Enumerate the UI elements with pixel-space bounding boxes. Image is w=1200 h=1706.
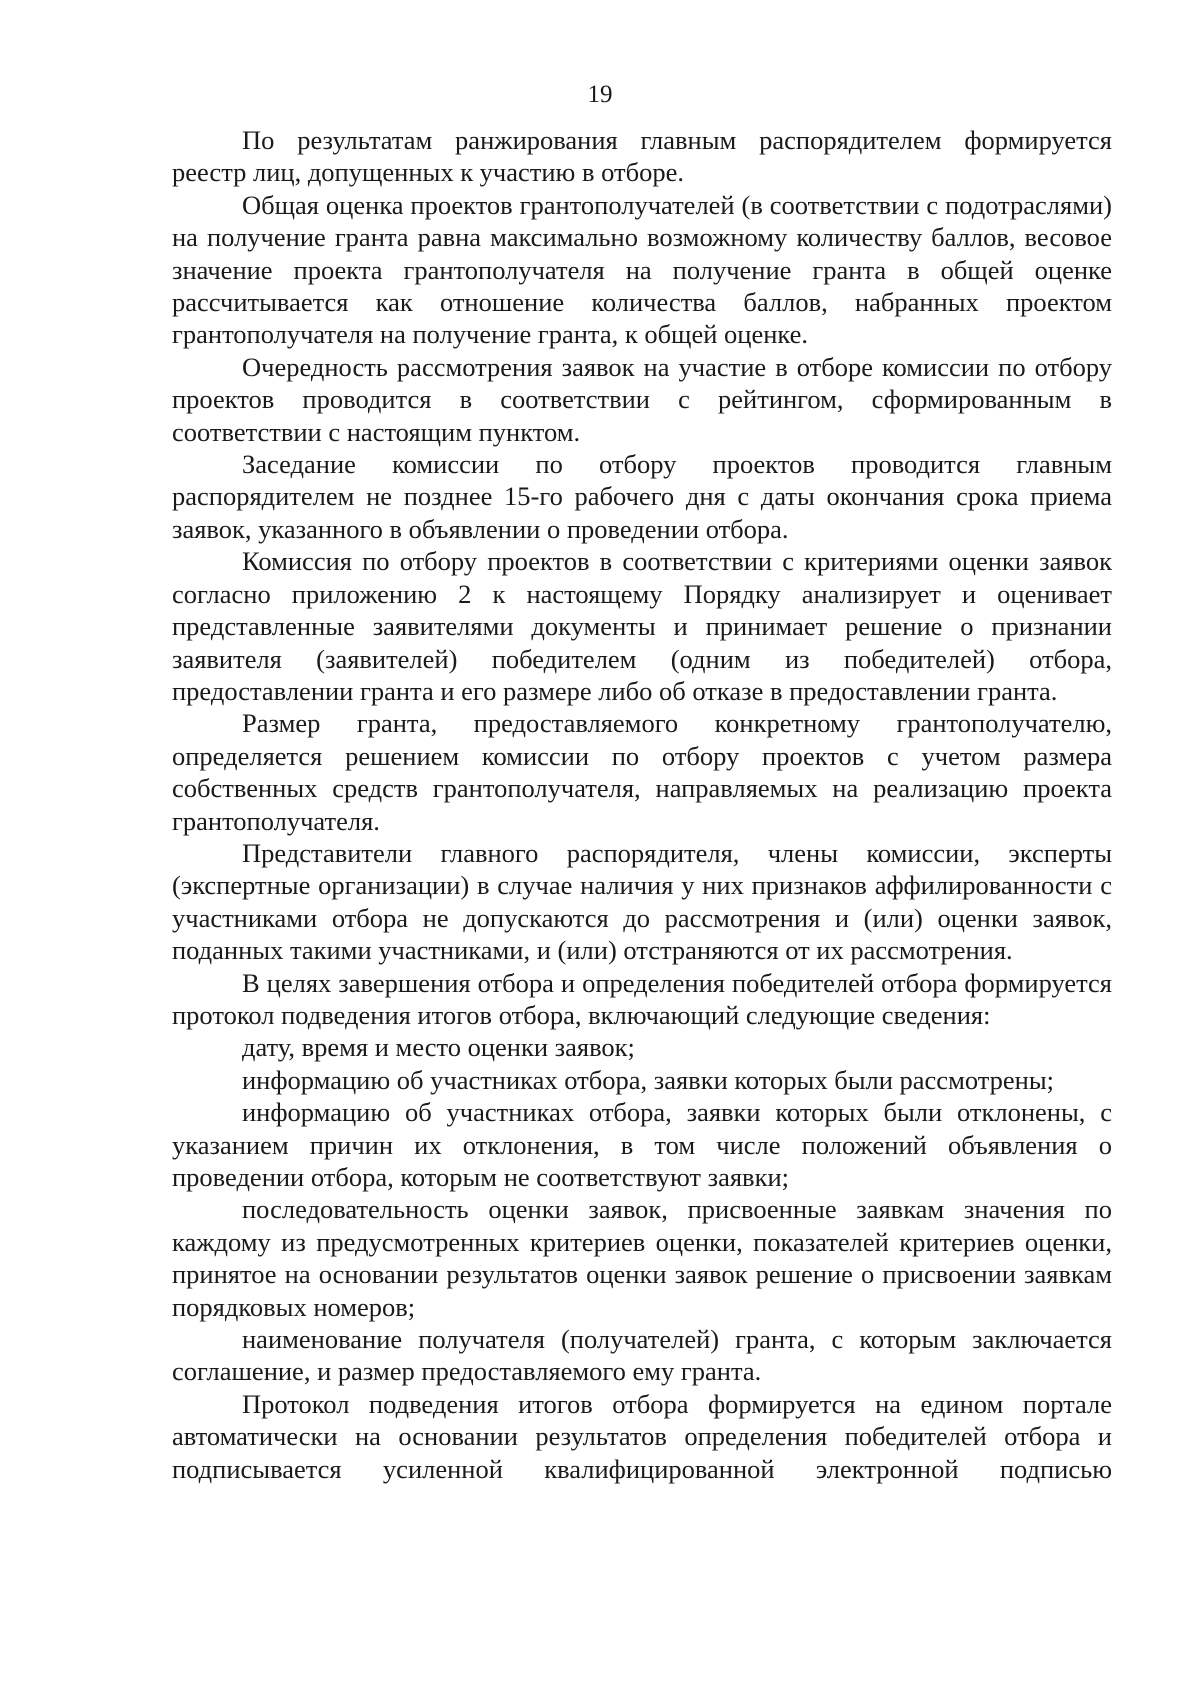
paragraph-grant-size: Размер гранта, предоставляемого конкретному грантополучателю, определяется решением комиссии по отбору проектов с учетом размера собственных средств грантополучателя, направляемых на реализацию проекта грантополучателя. <box>172 708 1112 836</box>
paragraph-protocol-intro: В целях завершения отбора и определения победителей отбора формируется протокол подведения итогов отбора, включающий следующие сведения: <box>172 967 1112 1030</box>
paragraph-affiliation: Представители главного распорядителя, члены комиссии, эксперты (экспертные организации) в случае наличия у них признаков аффилированности с участниками отбора не допускаются до рассмотрения и (или) оценки заявок, поданных такими участниками, и (или) отстраняются от их рассмотрения. <box>172 837 1112 966</box>
list-item-reviewed-applicants: информацию об участниках отбора, заявки которых были рассмотрены; <box>242 1064 1055 1095</box>
paragraph-commission-meeting: Заседание комиссии по отбору проектов проводится главным распорядителем не позднее 15-го рабочего дня с даты окончания срока приема заявок, указанного в объявлении о проведении отбора. <box>172 449 1112 544</box>
paragraph-commission-decision: Комиссия по отбору проектов в соответствии с критериями оценки заявок согласно приложению 2 к настоящему Порядку анализирует и оценивает представленные заявителями документы и принимает решение о признании заявителя (заявителей) победителем (одним из победителей) отбора, предоставлении гранта и его размере либо об отказе в предоставлении гранта. <box>172 546 1112 706</box>
list-item-grant-recipient: наименование получателя (получателей) гранта, с которым заключается соглашение, и размер предоставляемого ему гранта. <box>172 1324 1112 1387</box>
list-item-date-time-place: дату, время и место оценки заявок; <box>242 1032 635 1063</box>
list-item-evaluation-sequence: последовательность оценки заявок, присвоенные заявкам значения по каждому из предусмотренных критериев оценки, показателей критериев оценки, принятое на основании результатов оценки заявок решение о присвоении заявкам порядковых номеров; <box>172 1194 1112 1322</box>
paragraph-protocol-signing: Протокол подведения итогов отбора формируется на едином портале автоматически на основании результатов определения победителей отбора и подписывается усиленной квалифицированной электронной подписью <box>172 1388 1112 1484</box>
paragraph-ranking-registry: По результатам ранжирования главным распорядителем формируется реестр лиц, допущенных к участию в отборе. <box>172 125 1112 188</box>
list-item-rejected-applicants: информацию об участниках отбора, заявки которых были отклонены, с указанием причин их отклонения, в том числе положений объявления о проведении отбора, которым не соответствуют заявки; <box>172 1097 1112 1192</box>
document-body <box>172 124 1112 1485</box>
paragraph-review-order: Очередность рассмотрения заявок на участие в отборе комиссии по отбору проектов проводится в соответствии с рейтингом, сформированным в соответствии с настоящим пунктом. <box>172 351 1112 447</box>
page-number: 19 <box>587 81 613 108</box>
paragraph-overall-score: Общая оценка проектов грантополучателей (в соответствии с подотраслями) на получение гранта равна максимально возможному количеству баллов, весовое значение проекта грантополучателя на получение гранта в общей оценке рассчитывается как отношение количества баллов, набранных проектом грантополучателя на получение гранта, к общей оценке. <box>172 189 1112 350</box>
